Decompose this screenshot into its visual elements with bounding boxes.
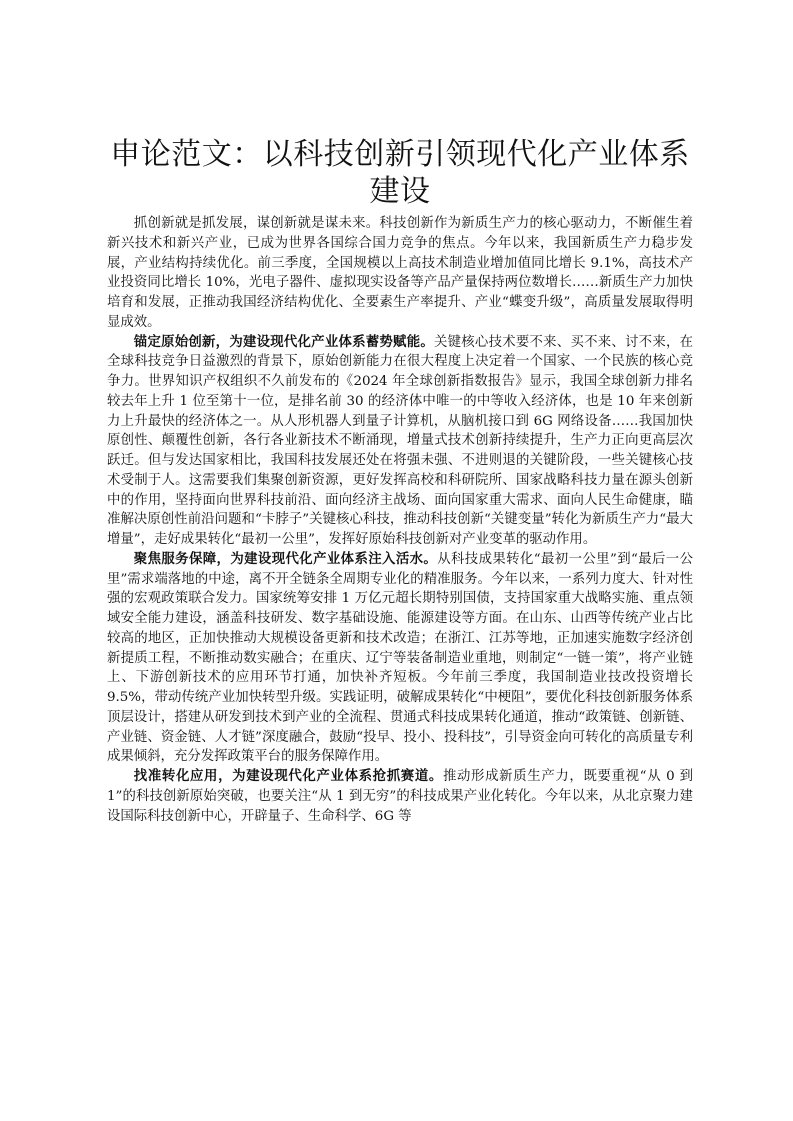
paragraph-service-support [107,550,693,767]
paragraph-body: 关键核心技术要不来、买不来、讨不来，在全球科技竞争日益激烈的背景下，原始创新能力在很大程度上决定着一个国家、一个民族的核心竞争力。世界知识产权组织不久前发布的《2024 年全球创新指数报告》显示，我国全球创新力排名较去年上升 1 位至第十一位，是排名前 30 的经济体中唯一的中等收入经济体，也是 10 年来创新力上升最快的经济体之一。从人形机器人到量子计算机，从脑机接口到 6G 网络设备……我国加快原创性、颠覆性创新，各行各业新技术不断涌现，增量式技术创新持续提升，生产力正向更高层次跃迁。但与发达国家相比，我国科技发展还处在将强未强、不进则退的关键阶段，一些关键核心技术受制于人。这需要我们集聚创新资源，更好发挥高校和科研院所、国家战略科技力量在源头创新中的作用，坚持面向世界科技前沿、面向经济主战场、面向国家重大需求、面向人民生命健康，瞄准解决原创性前沿问题和“卡脖子”关键核心科技，推动科技创新“关键变量”转化为新质生产力“最大增量”，走好成果转化“最初一公里”，发挥好原始科技创新对产业变革的驱动作用。 [107,334,694,547]
paragraph-body: 推动形成新质生产力，既要重视“从 0 到 1”的科技创新原始突破，也要关注“从 1 到无穷”的科技成果产业化转化。今年以来，从北京聚力建设国际科技创新中心，开辟量子、生命科学、6G 等 [107,769,693,824]
paragraph-heading: 锚定原始创新，为建设现代化产业体系蓄势赋能。 [133,333,434,350]
paragraph-original-innovation [107,333,693,550]
paragraph-heading: 找准转化应用，为建设现代化产业体系抢抓赛道。 [133,768,443,784]
paragraph-heading: 聚焦服务保障，为建设现代化产业体系注入活水。 [133,550,438,567]
page-title: 申论范文：以科技创新引领现代化产业体系建设 [110,137,690,209]
paragraph-transformation-application [107,767,693,826]
paragraph-intro [107,214,693,333]
paragraph-body: 从科技成果转化“最初一公里”到“最后一公里”需求端落地的中途，离不开全链条全周期专业化的精准服务。今年以来，一系列力度大、针对性强的宏观政策联合发力。国家统筹安排 1 万亿元超长期特别国债，支持国家重大战略实施、重点领域安全能力建设，涵盖科技研发、数字基础设施、能源建设等方面。在山东、山西等传统产业占比较高的地区，正加快推动大规模设备更新和技术改造；在浙江、江苏等地，正加速实施数字经济创新提质工程，不断推动数实融合；在重庆、辽宁等装备制造业重地，则制定“一链一策”，将产业链上、下游创新技术的应用环节打通，加快补齐短板。今年前三季度，我国制造业技改投资增长 9.5%，带动传统产业加快转型升级。实践证明，破解成果转化“中梗阻”，要优化科技创新服务体系顶层设计，搭建从研发到技术到产业的全流程、贯通式科技成果转化通道，推动“政策链、创新链、产业链、资金链、人才链”深度融合，鼓励“投早、投小、投科技”，引导资金向可转化的高质量专利成果倾斜，充分发挥政策平台的服务保障作用。 [107,551,693,765]
paragraph-body: 抓创新就是抓发展，谋创新就是谋未来。科技创新作为新质生产力的核心驱动力，不断催生着新兴技术和新兴产业，已成为世界各国综合国力竞争的焦点。今年以来，我国新质生产力稳步发展，产业结构持续优化。前三季度，全国规模以上高技术制造业增加值同比增长 9.1%，高技术产业投资同比增长 10%，光电子器件、虚拟现实设备等产品产量保持两位数增长……新质生产力加快培育和发展，正推动我国经济结构优化、全要素生产率提升、产业“蝶变升级”，高质量发展取得明显成效。 [107,216,693,330]
document-page [107,136,693,826]
